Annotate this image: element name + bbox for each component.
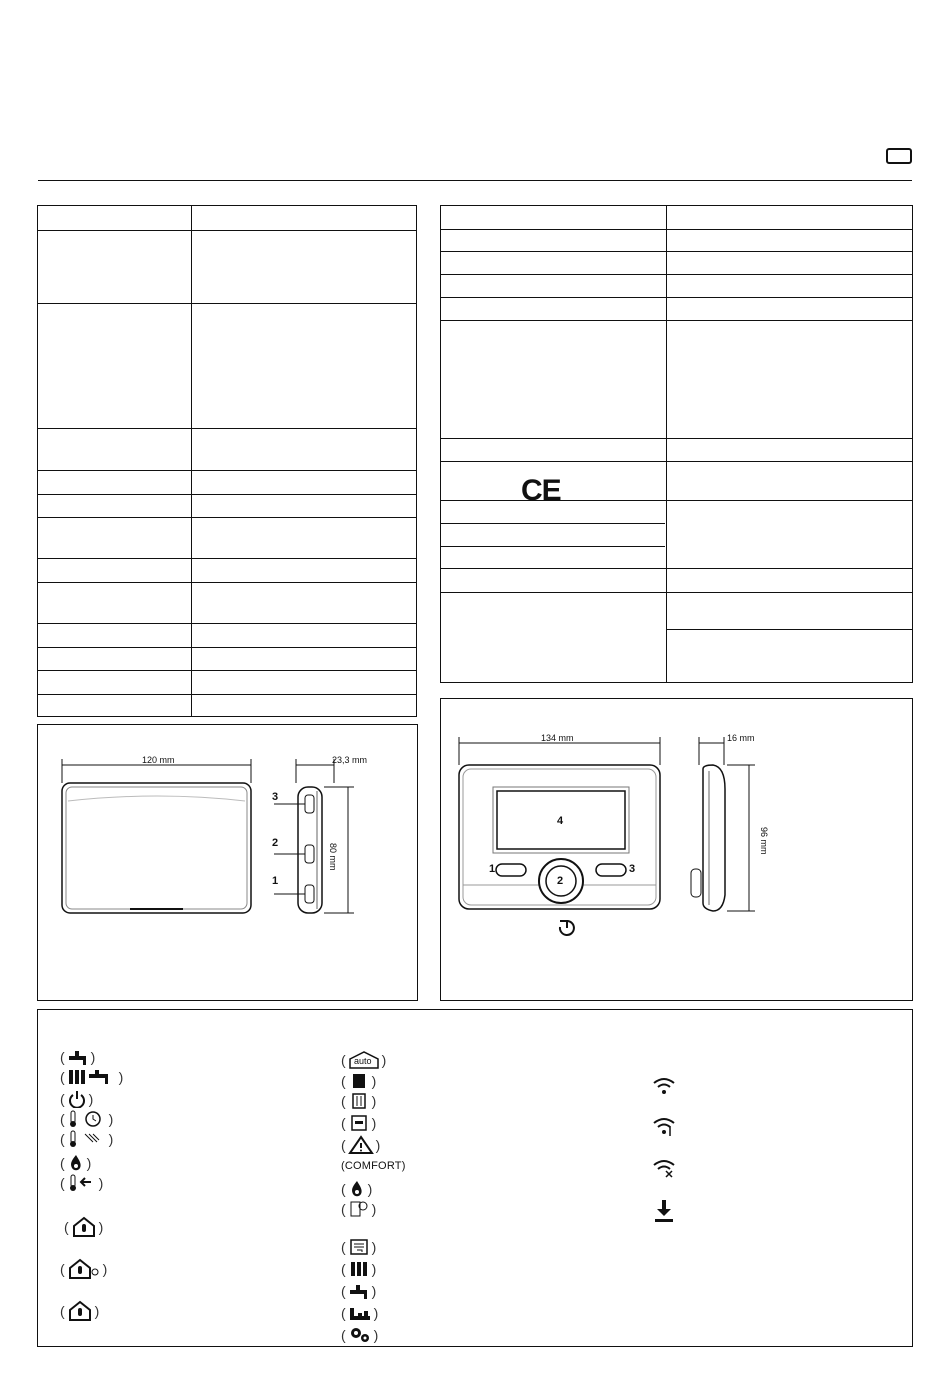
- dimension-height-label: 96 mm: [759, 827, 769, 855]
- table-row: [441, 546, 665, 547]
- button-callout: 1: [489, 863, 496, 875]
- house-tap-icon: ( ): [341, 1115, 377, 1131]
- thermometer-clock-icon: ( ): [60, 1111, 114, 1127]
- table-row: [441, 438, 912, 439]
- table-row: [667, 629, 912, 630]
- wifi-partial-icon: [652, 1116, 676, 1138]
- warning-icon: ( ): [341, 1137, 381, 1153]
- dimension-height-label: 80 mm: [328, 843, 338, 871]
- download-icon: [652, 1198, 676, 1224]
- table-row: [38, 694, 416, 695]
- settings-icon: ( ): [341, 1327, 379, 1343]
- table-row: [441, 461, 912, 462]
- table-row: [38, 558, 416, 559]
- radiator-tap-icon: ( ): [60, 1069, 124, 1085]
- device-drawing-left: [37, 724, 418, 1001]
- tap-icon: ( ): [341, 1283, 377, 1299]
- table-row: [441, 229, 912, 230]
- table-row: [441, 251, 912, 252]
- flame-icon: ( ): [341, 1181, 373, 1197]
- table-row: [441, 500, 912, 501]
- header-divider: [38, 180, 912, 181]
- house-heating-icon: ( ): [341, 1073, 377, 1089]
- table-row: [441, 297, 912, 298]
- table-row: [38, 230, 416, 231]
- thermometer-arrow-icon: ( ): [60, 1175, 104, 1191]
- table-row: [441, 523, 665, 524]
- wifi-icon: [652, 1076, 676, 1096]
- table-row: [441, 568, 912, 569]
- language-badge: [886, 148, 912, 164]
- table-row: [38, 428, 416, 429]
- menu-icon: ( ): [341, 1239, 377, 1255]
- radiator-icon: ( ): [341, 1261, 377, 1277]
- house-thermometer-sun-icon: ( ): [60, 1261, 108, 1277]
- ce-mark: CE: [521, 474, 561, 507]
- dimension-width-label: 120 mm: [142, 755, 175, 765]
- icon-legend: [37, 1009, 913, 1347]
- house-thermometer-icon: ( ): [64, 1219, 104, 1235]
- button-callout: 2: [272, 837, 279, 849]
- table-row: [441, 274, 912, 275]
- thermometer-hand-icon: ( ): [60, 1131, 114, 1147]
- flame-icon: ( ): [60, 1155, 92, 1171]
- auto-icon: ( ) auto: [341, 1052, 387, 1068]
- dimension-width-label: 134 mm: [541, 733, 574, 743]
- factory-icon: ( ): [341, 1305, 379, 1321]
- device-drawing-right: [440, 698, 913, 1001]
- table-row: [38, 303, 416, 304]
- table-row: [38, 517, 416, 518]
- comfort-label: (COMFORT): [341, 1160, 406, 1172]
- knob-callout: 2: [557, 875, 564, 887]
- button-callout: 1: [272, 875, 279, 887]
- spec-table-right: [440, 205, 913, 683]
- house-thermometer-small-icon: ( ): [60, 1303, 100, 1319]
- house-radiator-icon: ( ): [341, 1093, 377, 1109]
- dimension-depth-label: 23,3 mm: [332, 755, 368, 765]
- button-callout: 3: [629, 863, 636, 875]
- lightbulb-icon: ( ): [341, 1201, 377, 1217]
- display-callout: 4: [557, 815, 564, 827]
- table-row: [38, 647, 416, 648]
- wifi-off-icon: [652, 1158, 676, 1180]
- device-diagram-134: [441, 699, 914, 1002]
- table-row: [441, 320, 912, 321]
- button-callout: 3: [272, 791, 279, 803]
- tap-icon: ( ): [60, 1049, 96, 1065]
- table-row: [38, 582, 416, 583]
- table-row: [38, 623, 416, 624]
- table-row: [38, 670, 416, 671]
- device-diagram-120: [38, 725, 419, 1002]
- spec-table-left: [37, 205, 417, 717]
- table-row: [38, 494, 416, 495]
- table-row: [441, 592, 912, 593]
- table-row: [38, 470, 416, 471]
- dimension-depth-label: 16 mm: [727, 733, 755, 743]
- power-icon: ( ): [60, 1091, 94, 1107]
